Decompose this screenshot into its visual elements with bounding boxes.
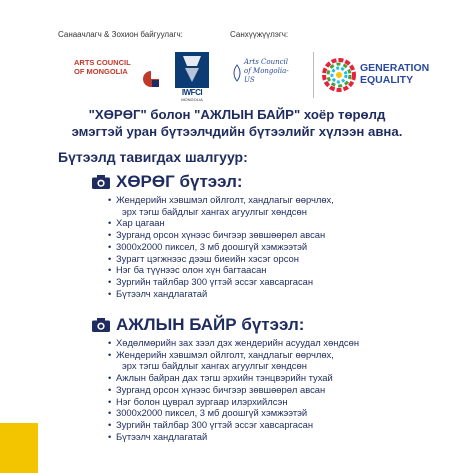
generation-equality-logo bbox=[322, 56, 442, 96]
list-item-continuation: эрх тэгш байдлыг хангах агуулгыг хөндсөн bbox=[122, 205, 307, 217]
list-item-continuation: эрх тэгш байдлыг хангах агуулгыг хөндсөн bbox=[122, 360, 307, 372]
portrait-section bbox=[92, 172, 334, 299]
iwfci-logo-subtext: MONGOLIA bbox=[181, 97, 203, 102]
portrait-title-text: ХӨРӨГ бүтээл: bbox=[116, 172, 243, 191]
headline bbox=[0, 106, 474, 140]
list-item: • Зургийн тайлбар 300 үгтэй эссэг хавсаргасан bbox=[108, 276, 334, 288]
headline-line-1: "ХӨРӨГ" болон "АЖЛЫН БАЙР" хоёр төрөлд bbox=[88, 107, 386, 122]
arts-council-logo bbox=[74, 58, 164, 96]
organizers-label: Санаачлагч & Зохион байгуулагч: bbox=[58, 30, 183, 39]
list-item: • Бүтээлч хандлагатай bbox=[108, 288, 334, 300]
iwfci-logo-text: IWFCI bbox=[181, 88, 203, 97]
portrait-criteria-list bbox=[108, 194, 334, 299]
generation-equality-logo-text: GENERATION EQUALITY bbox=[360, 62, 430, 86]
list-item: • Зурганд орсон хүнээс бичгээр зөвшөөрөл авсан bbox=[108, 229, 334, 241]
iwfci-emblem-icon bbox=[175, 52, 209, 88]
list-item: • Зурагт цэгжнээс дээш биеийн хэсэг орсон bbox=[108, 253, 334, 265]
sponsor-label: Санхүүжүүлэгч: bbox=[230, 30, 289, 39]
list-item: • Ажлын байран дах тэгш эрхийн тэнцвэрийн тухай bbox=[108, 372, 359, 384]
arts-council-mark-icon bbox=[142, 70, 160, 88]
logo-strip bbox=[0, 50, 474, 102]
list-item: • Хар цагаан bbox=[108, 217, 334, 229]
arts-council-logo-text: ARTS COUNCIL OF MONGOLIA bbox=[74, 58, 131, 76]
list-item: • 3000х2000 пиксел, 3 мб доошгүй хэмжээтэй bbox=[108, 407, 359, 419]
headline-line-2: эмэгтэй уран бүтээлчдийн бүтээлийг хүлээн авна. bbox=[71, 124, 403, 139]
logo-divider bbox=[313, 52, 314, 98]
camera-icon bbox=[92, 318, 110, 332]
workplace-section bbox=[92, 315, 359, 442]
list-item: • 3000х2000 пиксел, 3 мб доошгүй хэмжээтэй bbox=[108, 241, 334, 253]
workplace-section-title bbox=[92, 315, 359, 335]
workplace-criteria-list bbox=[108, 337, 359, 442]
yellow-corner-decoration bbox=[0, 423, 38, 473]
workplace-title-text: АЖЛЫН БАЙР бүтээл: bbox=[116, 315, 305, 334]
list-item: • Жендерийн хэвшмэл ойлголт, хандлагыг өөрчлөх, bbox=[108, 349, 359, 361]
portrait-section-title bbox=[92, 172, 334, 192]
camera-icon bbox=[92, 175, 110, 189]
list-item: • Бүтээлч хандлагатай bbox=[108, 431, 359, 443]
list-item: • Нэг ба түүнээс олон хүн багтаасан bbox=[108, 264, 334, 276]
list-item: • Жендерийн хэвшмэл ойлголт, хандлагыг өөрчлөх, bbox=[108, 194, 334, 206]
acm-us-logo bbox=[228, 54, 296, 98]
sdg-wheel-icon bbox=[322, 58, 356, 92]
list-item: • Зурганд орсон хүнээс бичгээр зөвшөөрөл авсан bbox=[108, 384, 359, 396]
criteria-title: Бүтээлд тавигдах шалгуур: bbox=[58, 149, 248, 165]
list-item: • Хөдөлмөрийн зах зээл дэх жендерийн асуудал хөндсөн bbox=[108, 337, 359, 349]
acm-figure-icon bbox=[230, 64, 244, 82]
acm-us-logo-text: Arts Council of Mongolia-US bbox=[244, 58, 289, 84]
list-item: • Зургийн тайлбар 300 үгтэй эссэг хавсаргасан bbox=[108, 419, 359, 431]
list-item: • Нэг болон цуврал зургаар илэрхийлсэн bbox=[108, 396, 359, 408]
iwfci-logo bbox=[174, 52, 210, 100]
